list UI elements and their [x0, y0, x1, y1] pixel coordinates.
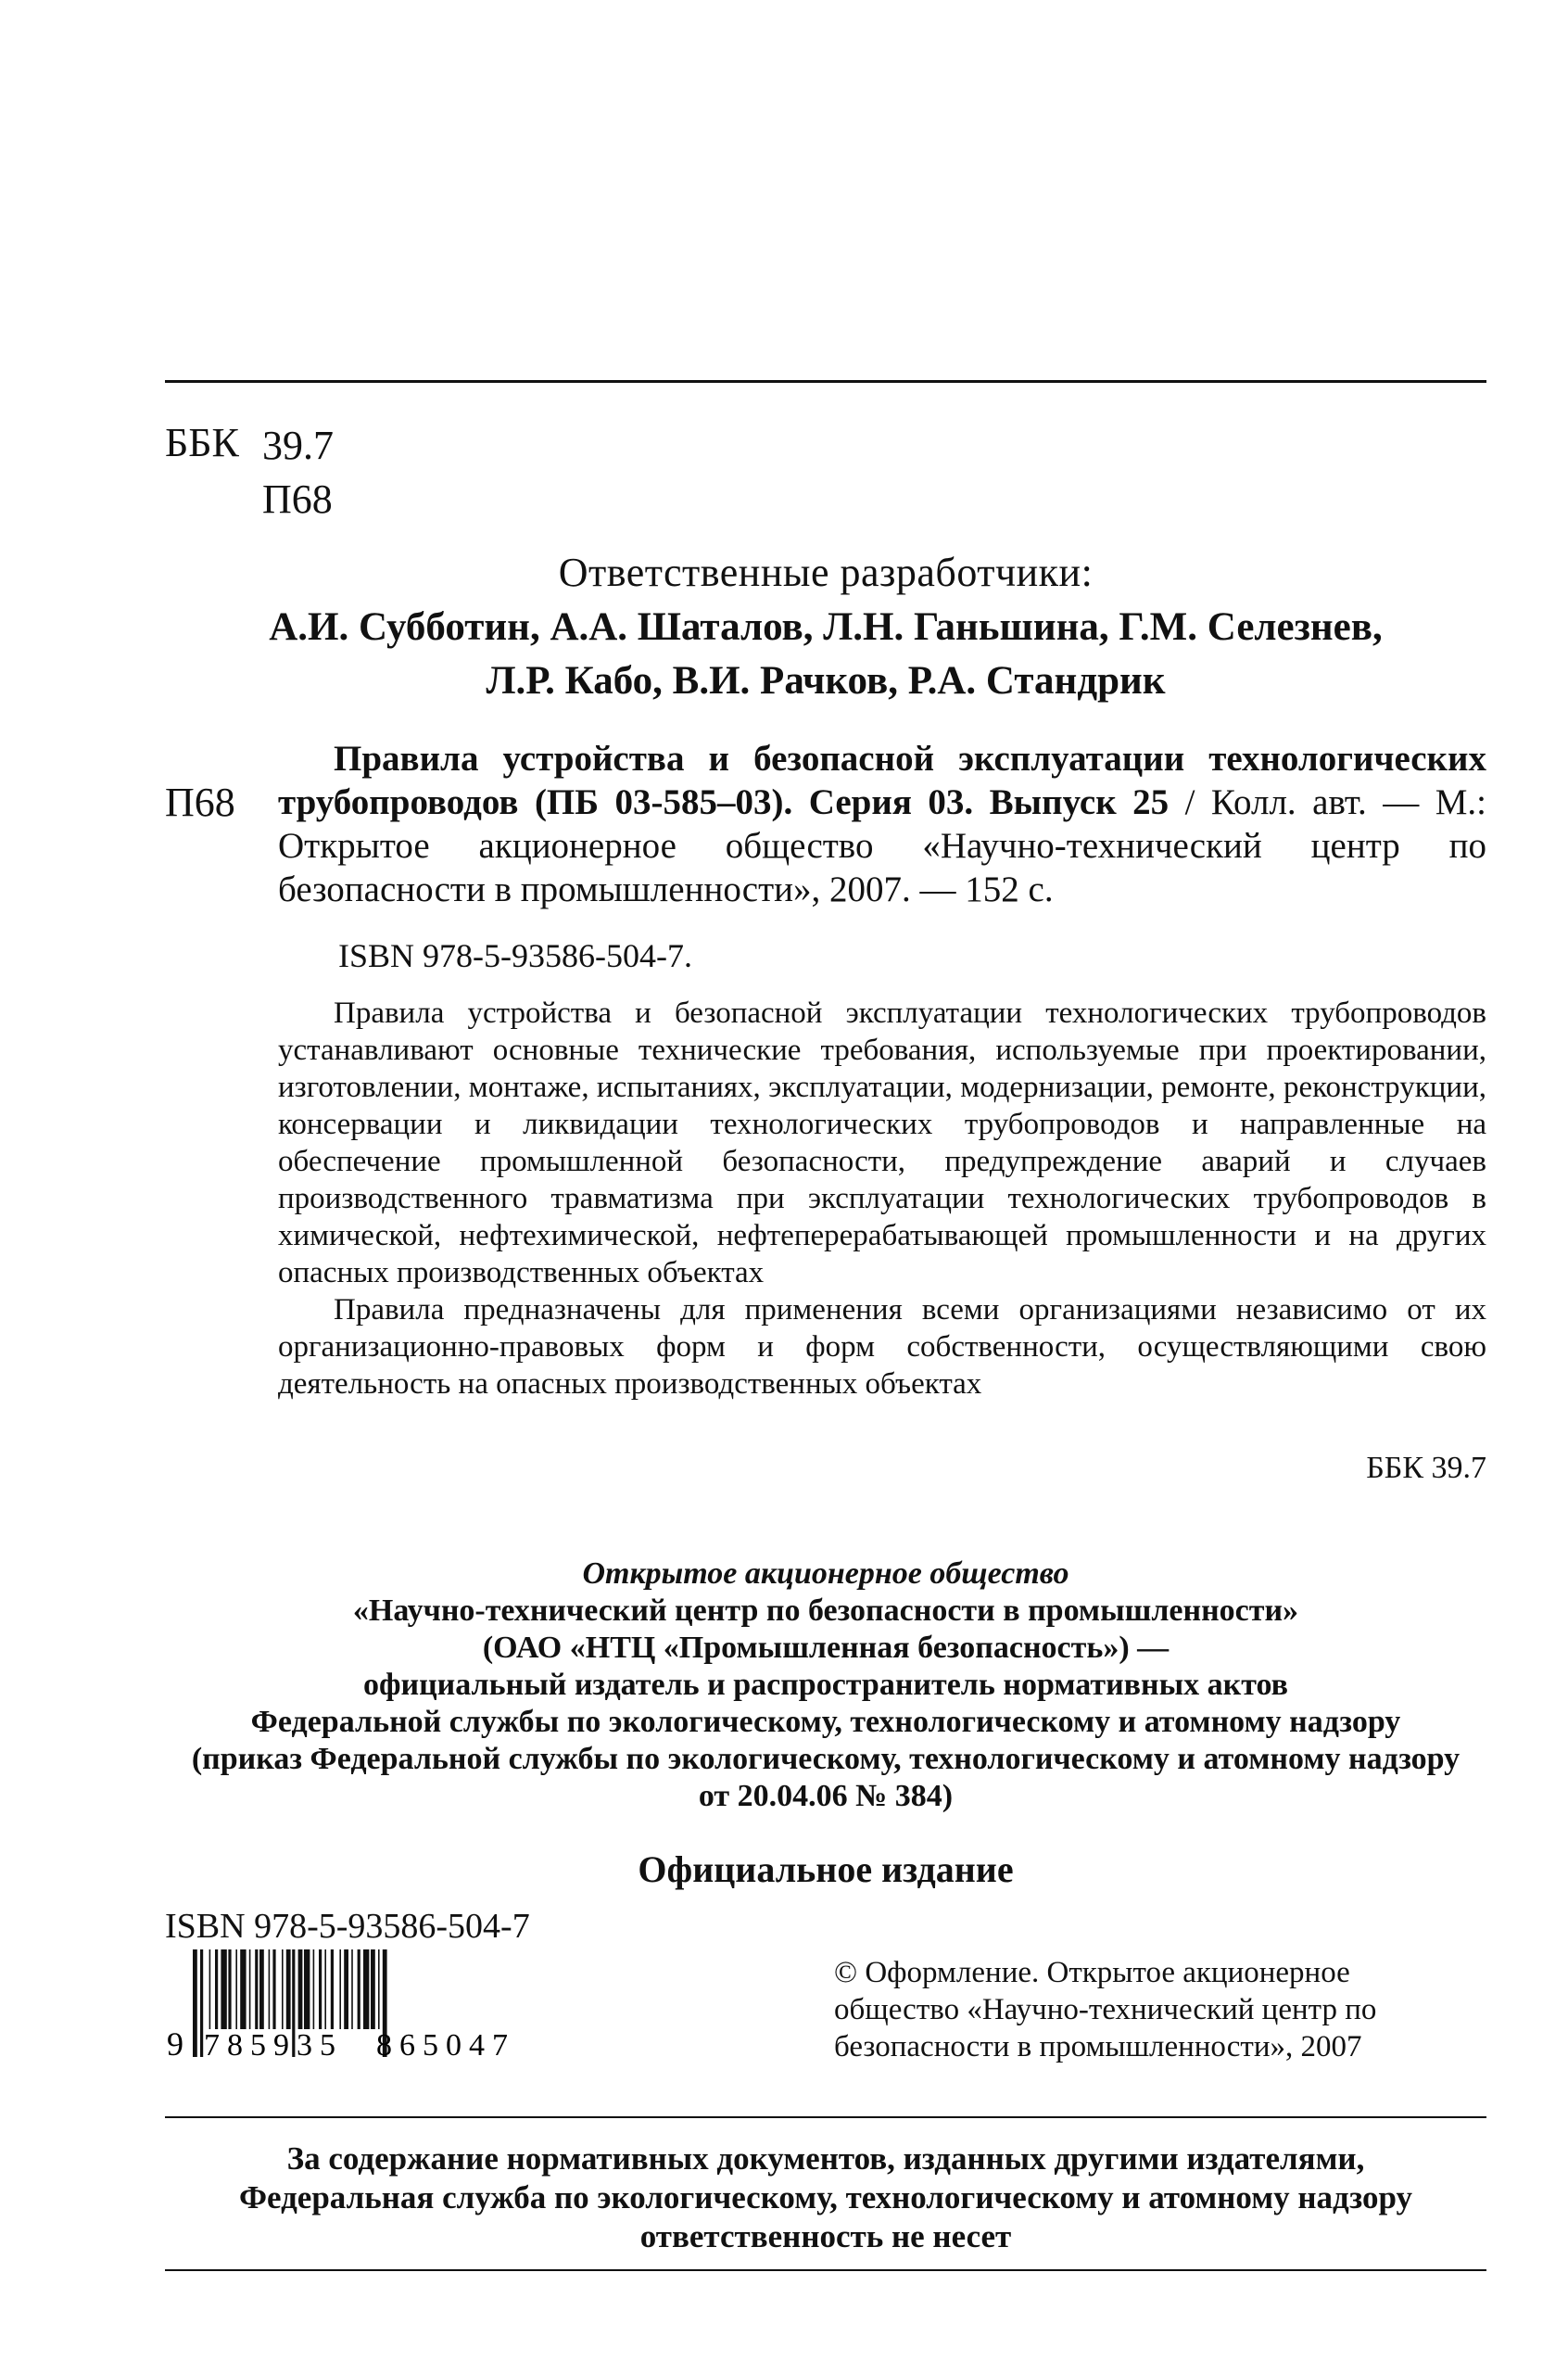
bbk-code: 39.7 — [262, 423, 334, 468]
biblio-title: Правила устройства и безопасной эксплуатации технологических трубопроводов (ПБ 03-585–03). Серия 03. Выпуск 25 — [278, 739, 1486, 822]
top-rule — [165, 380, 1486, 383]
bbk-index — [262, 419, 334, 527]
barcode-digits-right: 865047 — [376, 2028, 515, 2059]
copyright-line-3: безопасности в промышленности», 2007 — [834, 2030, 1362, 2063]
developers-line-1: А.И. Субботин, А.А. Шаталов, Л.Н. Ганьшина, Г.М. Селезнев, — [269, 605, 1383, 649]
publisher-line-7: от 20.04.06 № 384) — [698, 1779, 954, 1813]
annotation-paragraph-1: Правила устройства и безопасной эксплуатации технологических трубопроводов устанавливают основные технические требования, используемые при проектировании, изготовлении, монтаже, испытаниях, эксплуатации, модернизации, ремонте, реконструкции, консервации и ликвидации технологических трубопроводов и направленные на обеспечение промышленной безопасности, предупреждение аварий и случаев производственного травматизма при эксплуатации технологических трубопроводов в химической, нефтехимической, нефтеперерабатывающей промышленности и на других опасных производственных объектах — [278, 997, 1486, 1289]
bibliographic-description — [278, 737, 1486, 911]
rule-above-disclaimer — [165, 2116, 1486, 2118]
copyright-line-2: общество «Научно-технический центр по — [834, 1993, 1377, 2026]
annotation — [278, 995, 1486, 1403]
disclaimer-line-2: Федеральная служба по экологическому, технологическому и атомному надзору — [238, 2179, 1413, 2215]
developers-names — [165, 601, 1486, 708]
bbk-label: ББК — [165, 420, 239, 465]
bottom-rule — [165, 2269, 1486, 2271]
barcode-digit-first: 9 — [167, 2025, 183, 2059]
barcode-digits-left: 785935 — [204, 2028, 343, 2059]
barcode-isbn: ISBN 978-5-93586-504-7 — [165, 1907, 530, 1946]
barcode — [165, 1949, 559, 2059]
official-edition: Официальное издание — [638, 1848, 1014, 1890]
copyright-notice — [834, 1954, 1483, 2065]
publisher-line-1: Открытое акционерное общество — [582, 1556, 1069, 1591]
author-mark: П68 — [165, 780, 235, 825]
publisher-line-5: Федеральной службы по экологическому, технологическому и атомному надзору — [250, 1705, 1401, 1739]
annotation-paragraph-2: Правила предназначены для применения всеми организациями независимо от их организационно-правовых форм и форм собственности, осуществляющими свою деятельность на опасных производственных объектах — [278, 1293, 1486, 1401]
bbk-bottom: ББК 39.7 — [1366, 1451, 1486, 1485]
copyright-line-1: © Оформление. Открытое акционерное — [834, 1956, 1350, 1989]
isbn-line: ISBN 978-5-93586-504-7. — [338, 937, 692, 974]
developers-title: Ответственные разработчики: — [558, 550, 1094, 595]
author-mark-top: П68 — [262, 476, 333, 522]
disclaimer-line-3: ответственность не несет — [639, 2218, 1012, 2254]
publisher-line-3: (ОАО «НТЦ «Промышленная безопасность») — — [482, 1631, 1170, 1665]
publisher-line-2: «Научно-технический центр по безопасности в промышленности» — [352, 1593, 1299, 1628]
developers-line-2: Л.Р. Кабо, В.И. Рачков, Р.А. Стандрик — [486, 659, 1166, 703]
publisher-line-4: официальный издатель и распространитель нормативных актов — [362, 1668, 1289, 1702]
biblio-rest: / Колл. авт. — М.: Открытое акционерное общество «Научно-технический центр по безопасности в промышленности», 2007. — 152 с. — [278, 782, 1486, 909]
disclaimer-line-1: За содержание нормативных документов, изданных другими издателями, — [286, 2140, 1365, 2177]
publisher-block — [165, 1555, 1486, 1815]
disclaimer — [165, 2139, 1486, 2256]
publisher-line-6: (приказ Федеральной службы по экологическому, технологическому и атомному надзору — [191, 1742, 1461, 1776]
